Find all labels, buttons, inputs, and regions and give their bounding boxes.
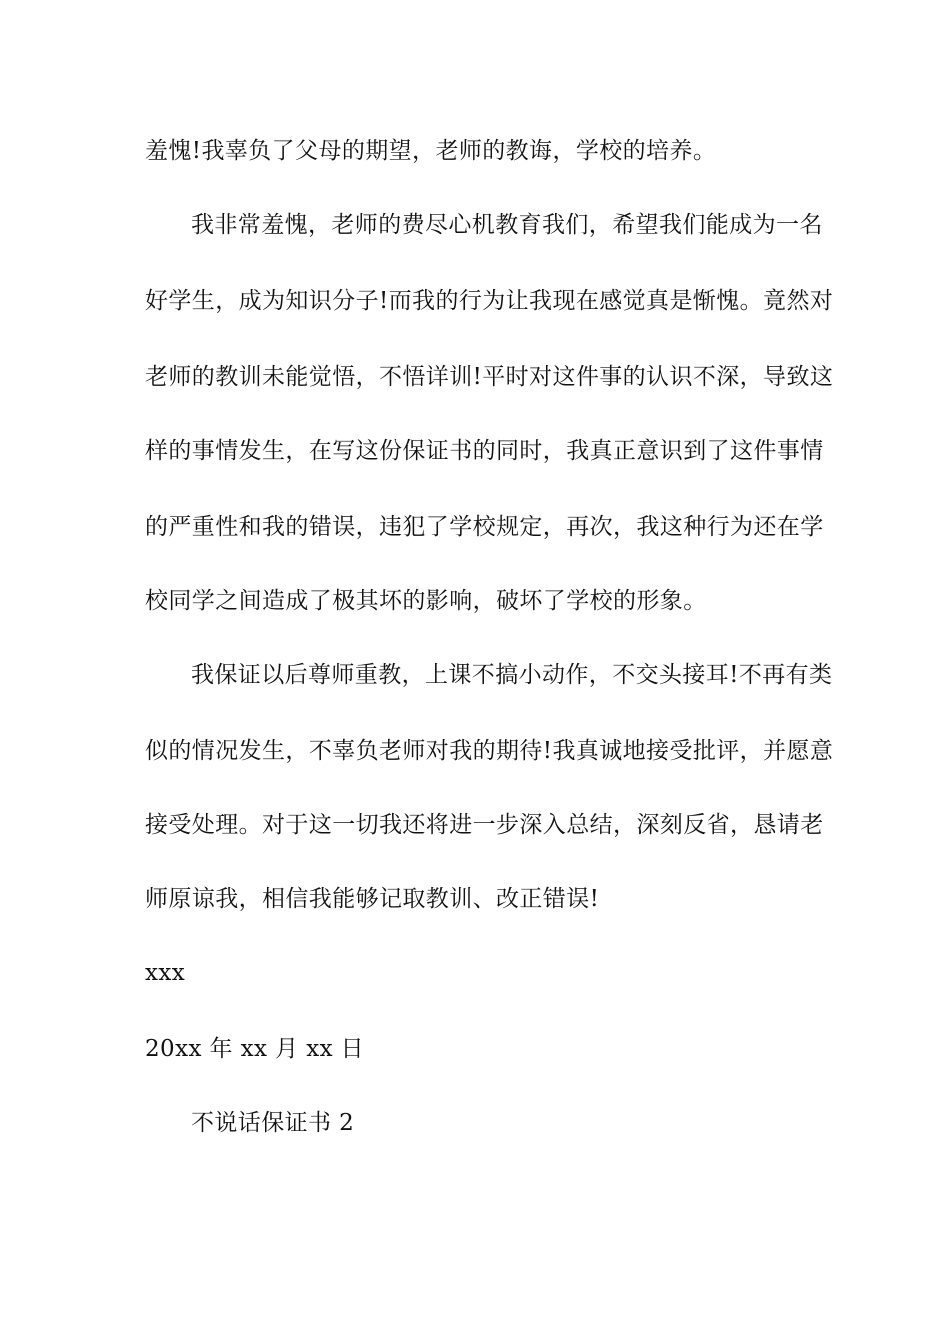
- signature: xxx: [145, 960, 186, 986]
- text-line: 样的事情发生，在写这份保证书的同时，我真正意识到了这件事情: [145, 438, 824, 464]
- text-line: 好学生，成为知识分子!而我的行为让我现在感觉真是惭愧。竟然对: [145, 288, 834, 314]
- text-line: 老师的教训未能觉悟，不悟详训!平时对这件事的认识不深，导致这: [145, 364, 834, 390]
- text-line: 羞愧!我辜负了父母的期望，老师的教诲，学校的培养。: [145, 138, 717, 164]
- paragraph-start-line: 我保证以后尊师重教，上课不搞小动作，不交头接耳!不再有类: [191, 662, 833, 688]
- text-line: 似的情况发生，不辜负老师对我的期待!我真诚地接受批评，并愿意: [145, 738, 834, 764]
- text-line: 校同学之间造成了极其坏的影响，破坏了学校的形象。: [145, 588, 707, 614]
- text-line: 的严重性和我的错误，违犯了学校规定，再次，我这种行为还在学: [145, 514, 824, 540]
- date-line: 20xx 年 xx 月 xx 日: [145, 1036, 365, 1062]
- paragraph-start-line: 我非常羞愧，老师的费尽心机教育我们，希望我们能成为一名: [191, 212, 823, 238]
- next-section-title: 不说话保证书 2: [191, 1110, 355, 1136]
- text-line: 接受处理。对于这一切我还将进一步深入总结，深刻反省，恳请老: [145, 812, 824, 838]
- text-line: 师原谅我，相信我能够记取教训、改正错误!: [145, 886, 600, 912]
